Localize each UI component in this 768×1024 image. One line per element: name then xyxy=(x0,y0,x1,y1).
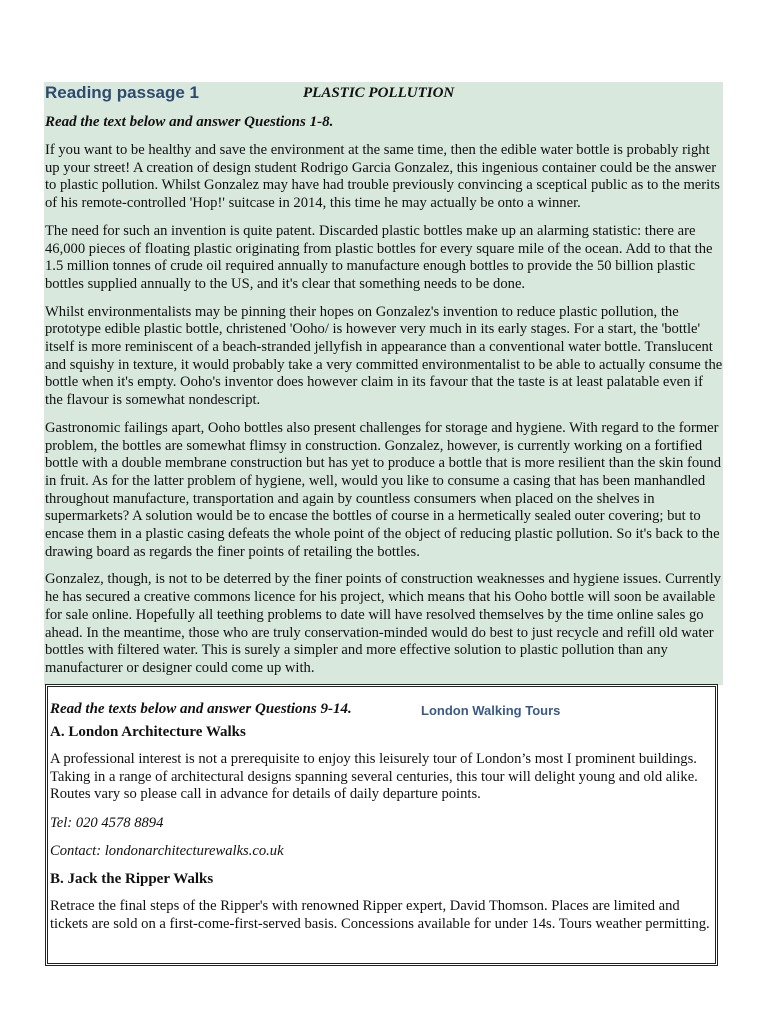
passage-paragraph: The need for such an invention is quite patent. Discarded plastic bottles make up an alarming statistic: there are 46,000 pieces of floating plastic originating from plastic bottles for every square mile of the ocean. Add to that the 1.5 million tonnes of crude oil required annually to manufacture enough bottles to provide the 50 billion plastic bottles supplied annually to the US, and it's clear that something needs to be done. xyxy=(45,222,713,292)
passage-paragraph: Gastronomic failings apart, Ooho bottles also present challenges for storage and hygiene. With regard to the former problem, the bottles are somewhat flimsy in construction. Gonzalez, however, is currently working on a fortified bottle with a double membrane construction but has yet to produce a bottle that is more resilient than the skin found in fruit. As for the latter problem of hygiene, well, would you like to consume a casing that has been manhandled throughout manufacture, transportation and again by countless consumers when placed on the shelves in supermarkets? A solution would be to encase the bottles of course in a hermetically sealed outer covering; but to encase them in a plastic casing defeats the whole point of the object of reducing plastic pollution. So it's back to the drawing board as regards the finer points of retailing the bottles. xyxy=(45,419,722,560)
tours-header xyxy=(50,699,715,723)
passage-paragraph: If you want to be healthy and save the environment at the same time, then the edible water bottle is probably right up your street! A creation of design student Rodrigo Garcia Gonzalez, this ingenious container could be the answer to plastic pollution. Whilst Gonzalez may have had trouble previously convincing a sceptical public as to the merits of his remote-controlled 'Hop!' suitcase in 2014, this time he may actually be onto a winner. xyxy=(45,142,720,212)
walk-a-description: A professional interest is not a prerequisite to enjoy this leisurely tour of London’s most I prominent buildings. Taking in a range of architectural designs spanning several centuries, this tour will delight young and old alike. Routes vary so please call in advance for details of daily departure points. xyxy=(50,751,698,803)
walk-a-tel: Tel: 020 4578 8894 xyxy=(50,815,164,832)
walking-tours-box xyxy=(45,684,718,966)
walk-b-description: Retrace the final steps of the Ripper's with renowned Ripper expert, David Thomson. Places are limited and tickets are sold on a first-come-first-served basis. Concessions available for under 14s. Tours weather permitting. xyxy=(50,898,710,932)
tours-title: London Walking Tours xyxy=(421,703,561,718)
passage-paragraph: Gonzalez, though, is not to be deterred by the finer points of construction weaknesses and hygiene issues. Currently he has secured a creative commons licence for his project, which means that his Ooho bottle will soon be available for sale online. Hopefully all teething problems to date will have resolved themselves by the time online sales go ahead. In the meantime, those who are truly conservation-minded would do best to just recycle and refill old water bottles with filtered water. This is surely a simpler and more effective solution to plastic pollution than any manufacturer or designer could come up with. xyxy=(45,571,722,676)
passage-paragraph: Whilst environmentalists may be pinning their hopes on Gonzalez's invention to reduce plastic pollution, the prototype edible plastic bottle, christened 'Ooho/ is however very much in its early stages. For a start, the 'bottle' itself is more reminiscent of a beach-stranded jellyfish in appearance than a conventional water bottle. Translucent and squishy in texture, it would probably take a very committed environmentalist to be able to actually consume the bottle when it's empty. Ooho's inventor does however claim in its favour that the taste is at least palatable even if the flavour is somewhat nondescript. xyxy=(45,303,723,409)
walk-a-contact: Contact: londonarchitecturewalks.co.uk xyxy=(50,843,284,860)
reading-passage-1 xyxy=(44,82,723,685)
walk-a-heading: A. London Architecture Walks xyxy=(50,724,246,740)
passage-instruction: Read the text below and answer Questions 1-8. xyxy=(45,114,334,130)
passage-header xyxy=(45,83,723,109)
passage-topic: PLASTIC POLLUTION xyxy=(303,85,455,101)
tours-instruction: Read the texts below and answer Questions 9-14. xyxy=(50,701,352,717)
walk-b-heading: B. Jack the Ripper Walks xyxy=(50,871,214,888)
passage-label: Reading passage 1 xyxy=(45,83,200,102)
